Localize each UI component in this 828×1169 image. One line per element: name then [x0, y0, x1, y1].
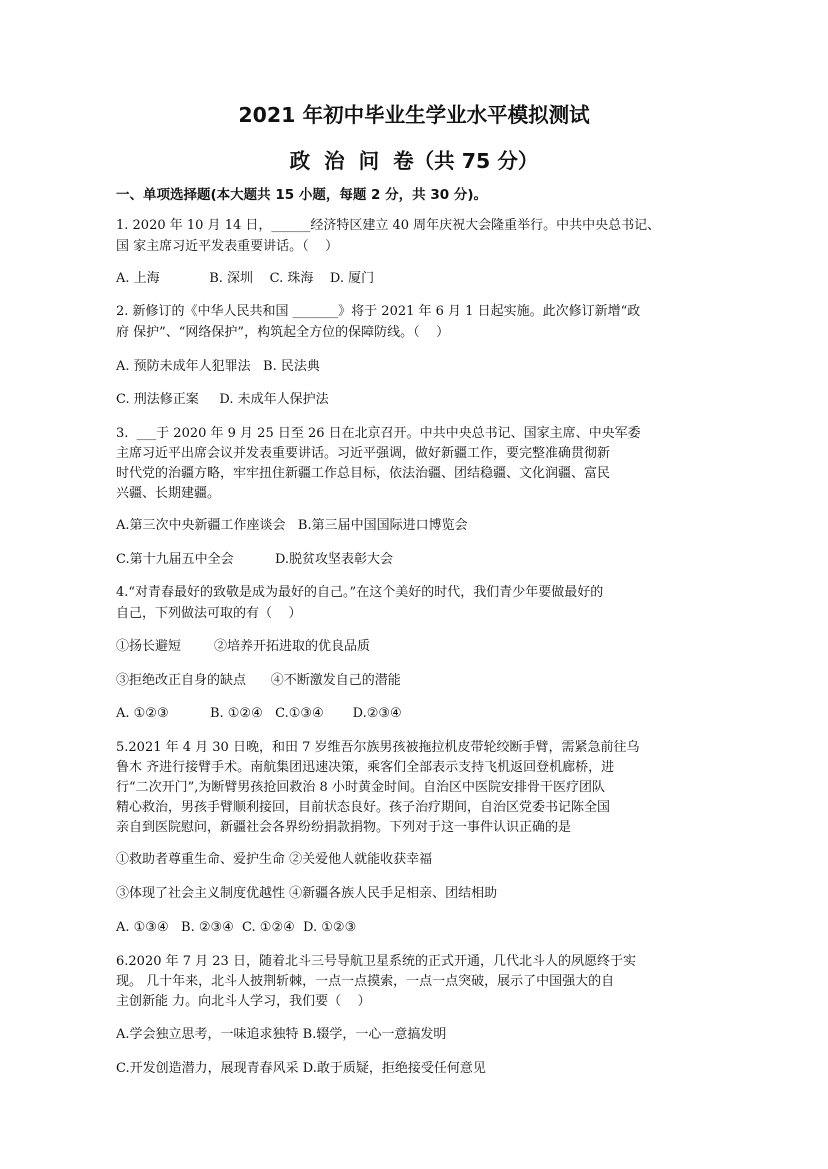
- question-4-line: 4.“对青春最好的致敬是成为最好的自己。”在这个美好的时代，我们青少年要做最好的: [116, 585, 604, 600]
- question-2-line: 府 保护”、“网络保护”，构筑起全方位的保障防线。（ ）: [116, 325, 450, 340]
- subtitle-char: 卷: [393, 149, 414, 173]
- question-3-options: A.第三次中央新疆工作座谈会 B.第三届中国国际进口博览会: [116, 518, 468, 533]
- exam-title: 2021 年初中毕业生学业水平模拟测试: [238, 103, 590, 127]
- question-3-line: 3. ___于 2020 年 9 月 25 日至 26 日在北京召开。中共中央总书记、国家主席、中央军委: [116, 426, 641, 441]
- question-5-line: 鲁木 齐进行接臂手术。南航集团迅速决策，乘客们全部表示支持飞机返回登机廊桥，进: [116, 760, 615, 775]
- question-6-options: A.学会独立思考，一味追求独特 B.辍学，一心一意搞发明: [116, 1027, 447, 1042]
- question-1-line: 1. 2020 年 10 月 14 日，______经济特区建立 40 周年庆祝大会隆重举行。中共中央总书记、: [116, 218, 661, 233]
- question-5-line: 亲自到医院慰问，新疆社会各界纷纷捐款捐物。下列对于这一事件认识正确的是: [116, 820, 572, 835]
- question-6-line: 现。 几十年来，北斗人披荆斩棘，一点一点摸索，一点一点突破，展示了中国强大的自: [116, 974, 615, 989]
- question-6-options: C.开发创造潜力，展现青春风采 D.敢于质疑，拒绝接受任何意见: [116, 1061, 486, 1076]
- question-5-statements: ①救助者尊重生命、爱护生命 ②关爱他人就能收获幸福: [116, 852, 433, 867]
- question-3-options: C.第十九届五中全会 D.脱贫攻坚表彰大会: [116, 552, 394, 567]
- question-5-line: 行“二次开门”,为断臂男孩抢回救治 8 小时黄金时间。自治区中医院安排骨干医疗团队: [116, 780, 605, 795]
- exam-subtitle: [0, 144, 828, 174]
- question-4-options: A. ①②③ B. ①②④ C.①③④ D.②③④: [116, 706, 402, 721]
- question-2-options: C. 刑法修正案 D. 未成年人保护法: [116, 392, 329, 407]
- question-3-line: 主席习近平出席会议并发表重要讲话。习近平强调，做好新疆工作，要完整准确贯彻新: [116, 446, 611, 461]
- question-4-statements: ③拒绝改正自身的缺点 ④不断激发自己的潜能: [116, 673, 401, 688]
- subtitle-score: （共 75 分）: [413, 149, 539, 173]
- question-5-options: A. ①③④ B. ②③④ C. ①②④ D. ①②③: [116, 920, 357, 935]
- question-1-options: A. 上海 B. 深圳 C. 珠海 D. 厦门: [116, 271, 375, 286]
- subtitle-char: 治: [324, 149, 359, 173]
- question-6-line: 主创新能 力。向北斗人学习，我们要（ ）: [116, 994, 371, 1009]
- section-heading: 一、单项选择题(本大题共 15 小题，每题 2 分，共 30 分)。: [116, 187, 488, 203]
- question-2-options: A. 预防未成年人犯罪法 B. 民法典: [116, 359, 320, 374]
- question-3-line: 时代党的治疆方略，牢牢扭住新疆工作总目标，依法治疆、团结稳疆、文化润疆、富民: [116, 466, 611, 481]
- question-3-line: 兴疆、长期建疆。: [116, 486, 221, 501]
- question-2-line: 2. 新修订的《中华人民共和国 _______》将于 2021 年 6 月 1 日起实施。此次修订新增“政: [116, 304, 641, 319]
- question-5-line: 5.2021 年 4 月 30 日晚，和田 7 岁维吾尔族男孩被拖拉机皮带轮绞断手臂，需紧急前往乌: [116, 740, 640, 755]
- subtitle-char: 政: [289, 149, 325, 173]
- question-6-line: 6.2020 年 7 月 23 日，随着北斗三号导航卫星系统的正式开通，几代北斗人的夙愿终于实: [116, 954, 636, 969]
- question-4-line: 自己，下列做法可取的有（ ）: [116, 606, 302, 621]
- question-5-line: 精心救治，男孩手臂顺利接回，目前状态良好。孩子治疗期间，自治区党委书记陈全国: [116, 800, 611, 815]
- subtitle-char: 问: [358, 149, 394, 173]
- question-5-statements: ③体现了社会主义制度优越性 ④新疆各族人民手足相亲、团结相助: [116, 886, 498, 901]
- question-4-statements: ①扬长避短 ②培养开拓进取的优良品质: [116, 639, 371, 654]
- question-1-line: 国 家主席习近平发表重要讲话。（ ）: [116, 239, 339, 254]
